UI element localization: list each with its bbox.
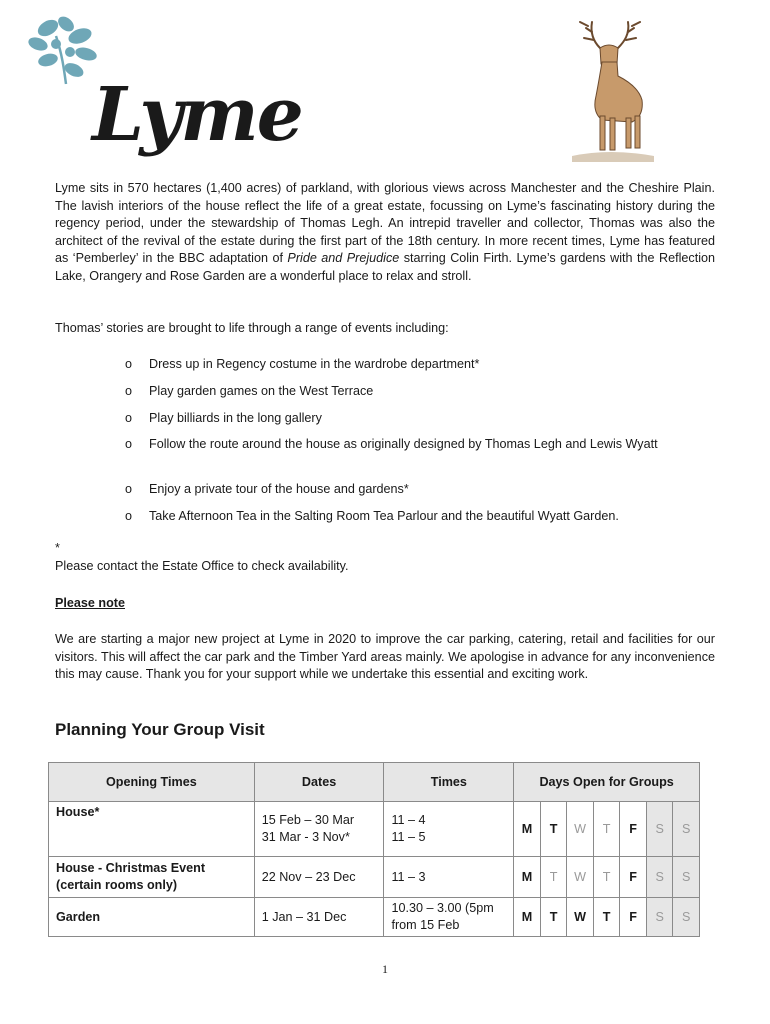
row-times: 11 – 3 [384,857,514,898]
opening-times-table [48,762,700,937]
day-cell: M [521,822,533,836]
column-header: Days Open for Groups [514,763,700,802]
list-item: o Dress up in Regency costume in the wardrobe department* [125,357,480,371]
events-lead-text: Thomas’ stories are brought to life through a range of events including: [55,321,449,335]
day-cell: T [540,857,567,897]
column-header: Dates [254,763,384,802]
day-cell: F [619,802,646,856]
day-cell: M [521,870,533,884]
list-item: o Enjoy a private tour of the house and gardens* [125,482,409,496]
table-header-row [49,763,700,802]
day-cell: W [566,857,593,897]
column-header: Opening Times [49,763,255,802]
day-cell: S [672,802,699,856]
table-row [49,857,700,898]
list-item: o Follow the route around the house as originally designed by Thomas Legh and Lewis Wyatt [125,437,658,451]
planning-heading: Planning Your Group Visit [55,720,265,739]
day-cell: S [672,898,699,936]
row-dates: 1 Jan – 31 Dec [254,898,384,937]
row-times: 10.30 – 3.00 (5pm from 15 Feb [384,898,514,937]
row-dates: 22 Nov – 23 Dec [254,857,384,898]
intro-paragraph: Lyme sits in 570 hectares (1,400 acres) of parkland, with glorious views across Manchester and the Cheshire Plain. The lavish interiors of the house reflect the life of a great estate, focussing on Lyme’s fascinating history during the regency period, under the stewardship of Thomas Legh. An intrepid traveller and collector, Thomas was also the architect of the revival of the estate during the first part of the 18th century. In more recent times, Lyme has featured as ‘Pemberley’ in the BBC adaptation of Pride and Prejudice starring Colin Firth. Lyme’s gardens with the Reflection Lake, Orangery and Rose Garden are a wonderful place to relax and stroll. [55,181,715,283]
day-cell: M [521,910,533,924]
row-dates: 15 Feb – 30 Mar 31 Mar - 3 Nov* [254,802,384,857]
day-cell: S [646,898,673,936]
list-item: o Take Afternoon Tea in the Salting Room Tea Parlour and the beautiful Wyatt Garden. [125,509,619,523]
column-header: Times [384,763,514,802]
table-row [49,802,700,857]
row-name: Garden [49,898,255,937]
lyme-logo-text: Lyme [92,72,302,158]
list-item: o Play garden games on the West Terrace [125,384,374,398]
day-cell: T [540,802,567,856]
list-item: o Play billiards in the long gallery [125,411,322,425]
day-cell: T [593,857,620,897]
row-days [514,857,700,898]
page-number: 1 [382,962,388,976]
please-note-heading: Please note [55,596,125,610]
row-times: 11 – 4 11 – 5 [384,802,514,857]
row-days [514,898,700,937]
row-days [514,802,700,857]
day-cell: W [566,802,593,856]
day-cell: F [619,898,646,936]
row-name: House - Christmas Event (certain rooms only) [49,857,255,898]
footnote-asterisk: * [55,541,60,555]
day-cell: T [593,802,620,856]
day-cell: T [593,898,620,936]
please-note-text: We are starting a major new project at Lyme in 2020 to improve the car parking, catering, retail and facilities for our visitors. This will affect the car park and the Timber Yard areas mainly. We apologise in advance for any inconvenience this may cause. Thank you for your support while we undertake this essential and exciting work. [55,632,715,682]
day-cell: S [646,802,673,856]
day-cell: F [619,857,646,897]
row-name: House* [49,802,255,857]
table-row [49,898,700,937]
day-cell: T [540,898,567,936]
day-cell: W [566,898,593,936]
footnote-text: Please contact the Estate Office to check availability. [55,559,349,573]
day-cell: S [672,857,699,897]
stag-illustration [562,16,658,172]
day-cell: S [646,857,673,897]
